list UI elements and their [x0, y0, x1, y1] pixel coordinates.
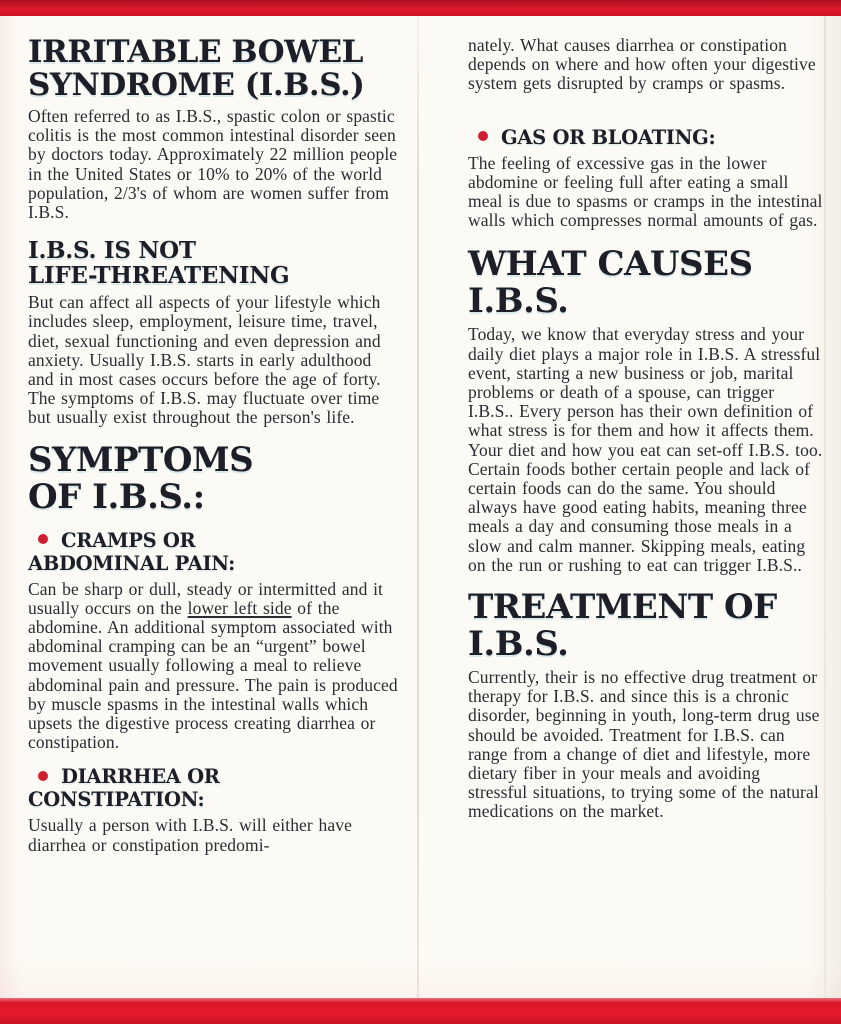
- section-heading-line-2: LIFE-THREATENING: [28, 262, 290, 290]
- section-heading-line-1: I.B.S. IS NOT: [28, 237, 196, 265]
- center-fold-line: [417, 16, 419, 998]
- cramps-text-before: Can be sharp or dull, steady or intermitted and it usually occurs on the: [28, 578, 384, 618]
- cramps-text-after: of the abdomine. An additional symptom associated with abdominal cramping can be an “urgent” bowel movement usually following a meal to relieve abdominal pain and pressure. The pain is produced by muscle spasms in the intestinal walls which upsets the digestive process creating diarrhea or constipation.: [28, 597, 398, 753]
- cramps-heading-line-1: CRAMPS OR: [61, 528, 196, 552]
- symptom-heading-diarrhea: [28, 765, 402, 811]
- causes-heading-line-2: I.B.S.: [468, 281, 569, 322]
- symptom-heading-gas: [468, 126, 824, 149]
- causes-heading-line-1: WHAT CAUSES: [468, 244, 753, 285]
- symptoms-heading-line-2: OF I.B.S.:: [28, 476, 205, 517]
- main-title-line-2: SYNDROME (I.B.S.): [28, 67, 365, 103]
- cramps-text-underlined: lower left side: [187, 597, 292, 618]
- gas-paragraph: The feeling of excessive gas in the lower abdomine or feeling full after eating a small meal is due to spasms or cramps in the intestinal walls which compresses normal amounts of gas.: [468, 152, 823, 231]
- gas-heading-line-1: GAS OR BLOATING:: [501, 125, 716, 149]
- bottom-red-bar: [0, 998, 841, 1024]
- red-bullet-icon: [38, 534, 48, 544]
- top-red-bar: [0, 0, 841, 16]
- section-heading-treatment: [468, 589, 824, 663]
- treatment-paragraph: Currently, their is no effective drug treatment or therapy for I.B.S. and since this is a chronic disorder, beginning in youth, long-term drug use should be avoided. Treatment for I.B.S. can range from a change of diet and lifestyle, more dietary fiber in your meals and avoiding stressful situations, to trying some of the natural medications on the market.: [468, 667, 820, 822]
- intro-paragraph: Often referred to as I.B.S., spastic colon or spastic colitis is the most common intestinal disorder seen by doctors today. Approximately 22 million people in the United States or 10% to 20% of the world population, 2/3's of whom are women suffer from I.B.S.: [28, 106, 398, 223]
- main-title: [28, 36, 402, 102]
- causes-paragraph: Today, we know that everyday stress and your daily diet plays a major role in I.B.S. A stressful event, starting a new business or job, marital problems or death of a spouse, can trigger I.B.S.. Every person has their own definition of what stress is for them and how it affects them. Your diet and how you eat can set-off I.B.S. too. Certain foods bother certain people and lack of certain foods can do the same. You should always have good eating habits, meaning three meals a day and consuming those meals in a slow and calm manner. Skipping meals, eating on the run or rushing to eat can trigger I.B.S..: [468, 324, 823, 575]
- continuation-paragraph: nately. What causes diarrhea or constipation depends on where and how often your digestive system gets disrupted by cramps or spasms.: [468, 35, 816, 94]
- section-heading-symptoms: [28, 439, 402, 517]
- right-column: [468, 36, 824, 822]
- diarrhea-heading-line-2: CONSTIPATION:: [28, 788, 205, 812]
- left-column: [28, 36, 402, 855]
- cramps-paragraph: [28, 580, 402, 753]
- red-bullet-icon: [38, 771, 48, 781]
- treatment-heading-line-2: I.B.S.: [468, 624, 569, 665]
- diarrhea-paragraph: Usually a person with I.B.S. will either have diarrhea or constipation predomi-: [28, 815, 352, 855]
- diarrhea-heading-line-1: DIARRHEA OR: [61, 765, 220, 789]
- symptoms-heading-line-1: SYMPTOMS: [28, 439, 254, 480]
- section-heading-not-life-threatening: [28, 238, 402, 288]
- red-bullet-icon: [478, 131, 488, 141]
- symptom-heading-cramps: [28, 529, 402, 575]
- cramps-heading-line-2: ABDOMINAL PAIN:: [28, 551, 235, 575]
- treatment-heading-line-1: TREATMENT OF: [468, 587, 777, 628]
- right-fold-line: [824, 16, 826, 998]
- section-heading-causes: [468, 246, 824, 320]
- not-life-threatening-paragraph: But can affect all aspects of your lifestyle which includes sleep, employment, leisure time, travel, diet, sexual functioning and even depression and anxiety. Usually I.B.S. starts in early adulthood and in most cases occurs before the age of forty. The symptoms of I.B.S. may fluctuate over time but usually exist throughout the person's life.: [28, 292, 381, 428]
- main-title-line-1: IRRITABLE BOWEL: [28, 34, 363, 70]
